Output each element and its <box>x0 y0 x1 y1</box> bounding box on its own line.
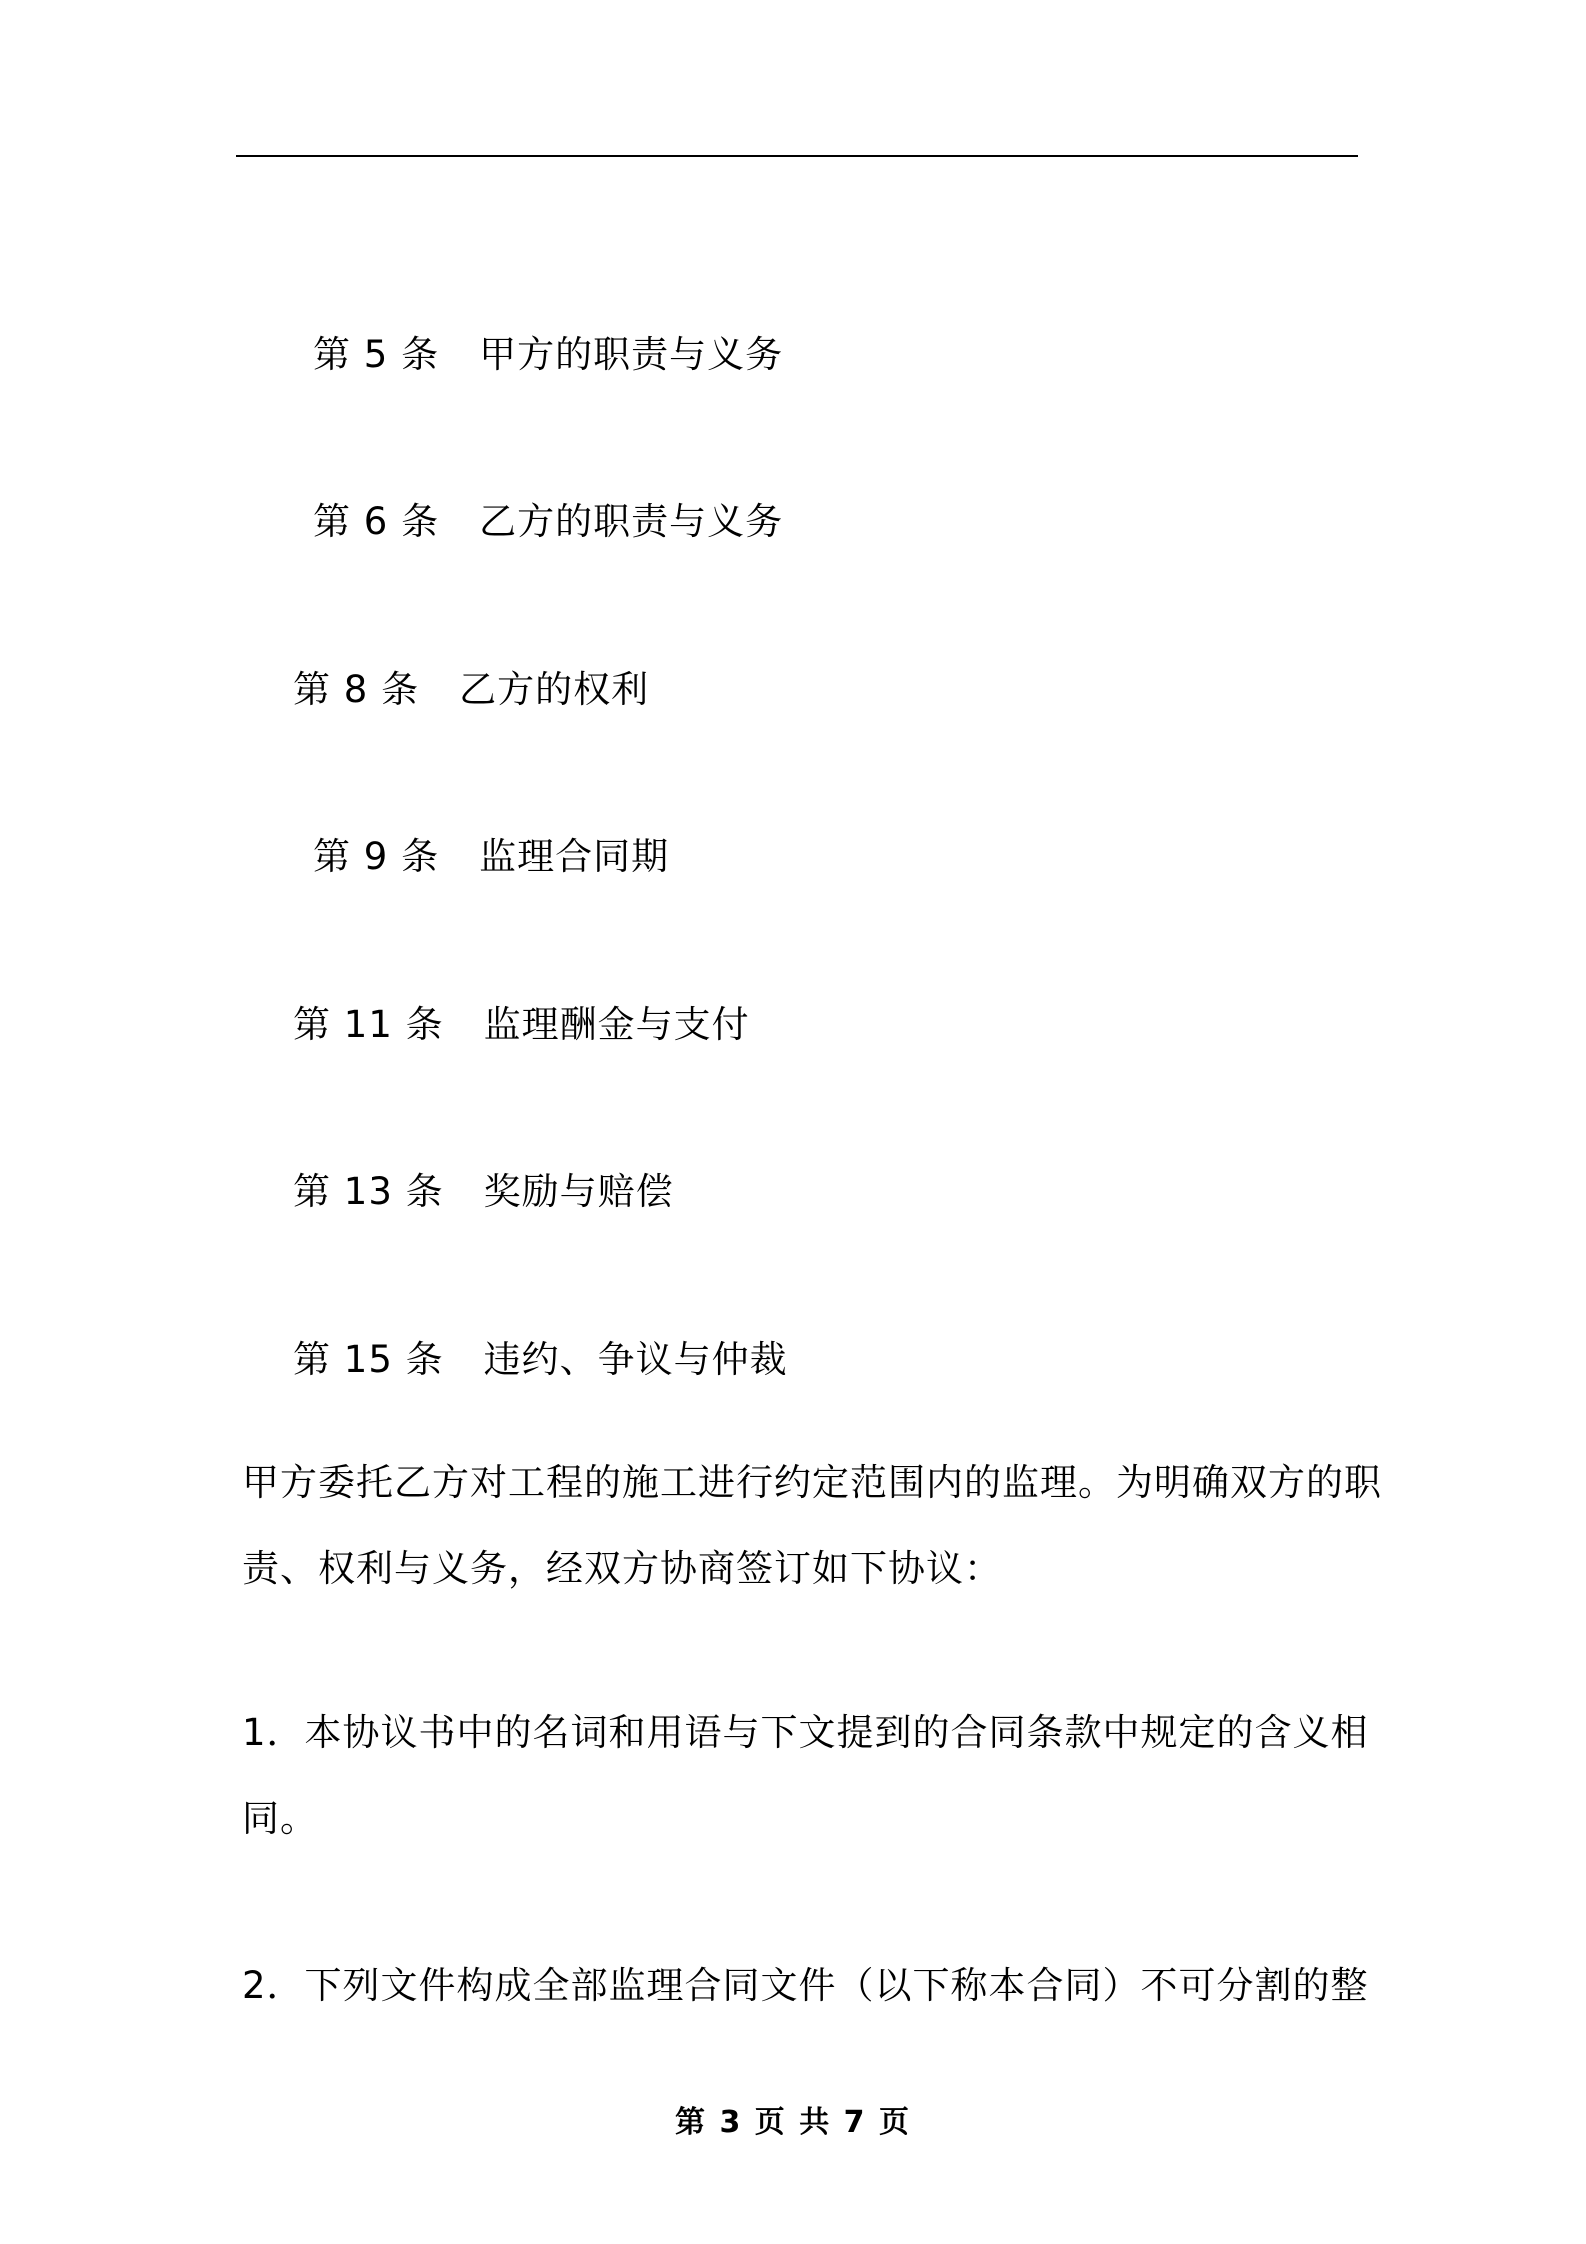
paragraph-line: 责、权利与义务，经双方协商签订如下协议： <box>242 1547 1002 1590</box>
clause-title: 乙方的职责与义务 <box>479 500 784 543</box>
header-divider <box>236 155 1358 157</box>
paragraph-line: 甲方委托乙方对工程的施工进行约定范围内的监理。为明确双方的职 <box>242 1461 1382 1504</box>
clause-title: 甲方的职责与义务 <box>479 333 784 376</box>
body-paragraph <box>242 1943 1369 2029</box>
clause-heading <box>262 456 783 588</box>
clause-number: 第 8 条 <box>293 668 420 711</box>
clause-number: 第 15 条 <box>293 1338 444 1381</box>
clause-heading <box>242 1294 788 1426</box>
clause-title: 监理酬金与支付 <box>483 1003 750 1046</box>
body-paragraph <box>242 1440 1382 1612</box>
paragraph-line: 同。 <box>242 1797 318 1840</box>
paragraph-line: 2．下列文件构成全部监理合同文件（以下称本合同）不可分割的整 <box>242 1964 1369 2007</box>
clause-heading <box>242 959 750 1091</box>
paragraph-line: 1．本协议书中的名词和用语与下文提到的合同条款中规定的含义相 <box>242 1711 1369 1754</box>
clause-number: 第 11 条 <box>293 1003 444 1046</box>
clause-number: 第 6 条 <box>313 500 440 543</box>
clause-title: 奖励与赔偿 <box>483 1170 674 1213</box>
clause-title: 乙方的权利 <box>459 668 650 711</box>
clause-heading <box>242 1126 674 1258</box>
clause-number: 第 13 条 <box>293 1170 444 1213</box>
clause-number: 第 9 条 <box>313 835 440 878</box>
clause-heading <box>242 624 649 756</box>
page-number-footer: 第 3 页 共 7 页 <box>675 2105 911 2140</box>
body-paragraph <box>242 1690 1369 1862</box>
clause-heading <box>262 791 669 923</box>
clause-number: 第 5 条 <box>313 333 440 376</box>
clause-heading <box>262 289 783 421</box>
clause-title: 违约、争议与仲裁 <box>483 1338 788 1381</box>
clause-title: 监理合同期 <box>479 835 670 878</box>
